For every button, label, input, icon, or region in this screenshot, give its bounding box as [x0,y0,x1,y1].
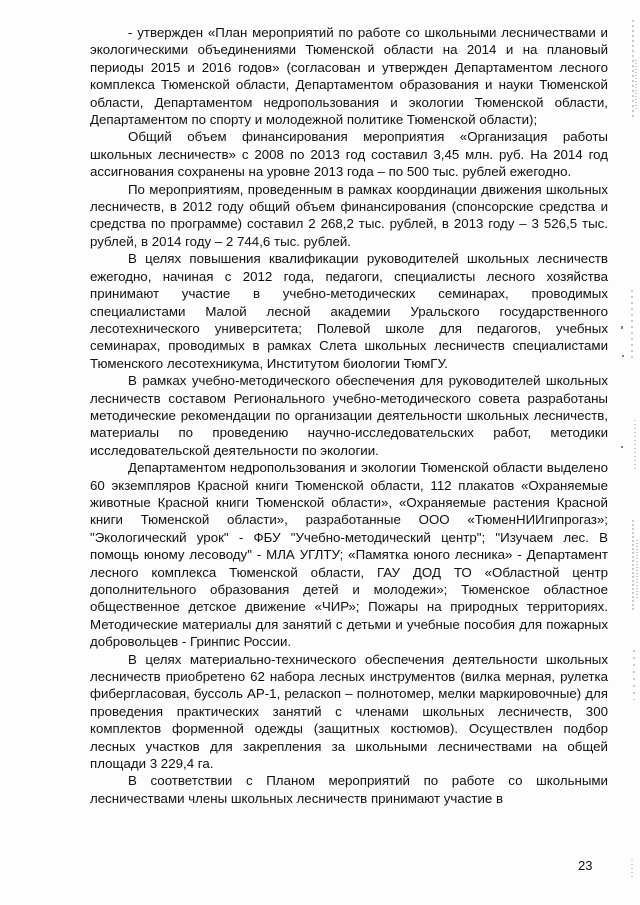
paragraph-plan-participation: В соответствии с Планом мероприятий по работе со школьными лесничествами члены школьных лесничеств принимают участие в [90,773,608,806]
scan-edge-artifact [618,0,640,905]
paragraph-methodical-support: В рамках учебно-методического обеспечения для руководителей школьных лесничеств составом Регионального учебно-методического совета разработаны методические рекомендации по организации деятельности школьных лесничеств, материалы по проведению научно-исследовательских работ, методики исследовательской деятельности по экологии. [90,373,608,458]
body-text [90,24,608,807]
paragraph-material-support: В целях материально-технического обеспечения деятельности школьных лесничеств приобретено 62 набора лесных инструментов (вилка мерная, рулетка фибергласовая, буссоль АР-1, реласкоп – полнотомер, мелки маркировочные) для проведения практических занятий с членами школьных лесничеств, 300 комплектов форменной одежды (защитных костюмов). Осуществлен подбор лесных участков для закрепления за школьными лесничествами на общей площади 3 229,4 га. [90,651,608,772]
paragraph-qualification: В целях повышения квалификации руководителей школьных лесничеств ежегодно, начиная с 2012 года, педагоги, специалисты лесного хозяйства принимают участие в учебно-методических семинарах, проводимых специалистами Малой лесной академии Уральского государственного лесотехнического университета; Полевой школе для педагогов, учебных семинарах, проводимых в рамках Слета школьных лесничеств специалистами Тюменского лесотехникума, Институтом биологии ТюмГУ. [90,251,608,371]
page-number: 23 [578,858,593,873]
paragraph-coordination-funding: По мероприятиям, проведенным в рамках координации движения школьных лесничеств, в 2012 году общий объем финансирования (спонсорские средства и средства по программе) составил 2 268,2 тыс. рублей, в 2013 году – 3 526,5 тыс. рублей, в 2014 году – 2 744,6 тыс. рублей. [90,181,608,249]
paragraph-plan-approved: - утвержден «План мероприятий по работе со школьными лесничествами и экологическими объединениями Тюменской области на 2014 и на плановый периоды 2015 и 2016 годов» (согласован и утвержден Департаментом лесного комплекса Тюменской области, Департаментом образования и науки Тюменской области, Департаментом недропользования и экологии Тюменской области, Департаментом по спорту и молодежной политике Тюменской области); [90,25,608,128]
paragraph-red-book: Департаментом недропользования и экологии Тюменской области выделено 60 экземпляров Красной книги Тюменской области, 112 плакатов «Охраняемые животные Красной книги Тюменской области», «Охраняемые растения Красной книги Тюменской области», разработанные ООО «ТюменНИИгипрогаз»; "Экологический урок" - ФБУ "Учебно-методический центр"; "Изучаем лес. В помощь юному лесоводу" - МЛА УГЛТУ; «Памятка юного лесника» - Департамент лесного комплекса Тюменской области, ГАУ ДОД ТО «Областной центр дополнительного образования детей и молодежи»; Тюменское областное общественное детское движение «ЧИР»; Пожары на природных территориях. Методические материалы для занятий с детьми и учебные пособия для пожарных добровольцев - Гринпис России. [90,460,608,650]
paragraph-funding-total: Общий объем финансирования мероприятия «Организация работы школьных лесничеств» с 2008 по 2013 год составил 3,45 млн. руб. На 2014 год ассигнования сохранены на уровне 2013 года – по 500 тыс. рублей ежегодно. [90,129,608,180]
